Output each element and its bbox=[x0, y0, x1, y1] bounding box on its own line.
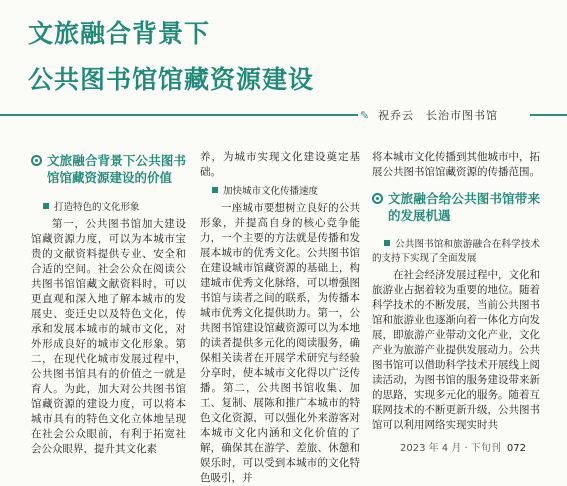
author: 祝乔云 长治市图书馆 bbox=[378, 109, 498, 122]
bullet-circle-icon bbox=[31, 155, 42, 166]
issue-date: 2023 年 4 月 · 下旬刊 bbox=[400, 443, 501, 454]
paragraph: 一座城市要想树立良好的公共形象，并提高自身的核心竞争能力，一个主要的方法就是传播和发展本城市的优秀文化。公共图书馆在建设城市馆藏资源的基础上，构建城市优秀文化脉络，可以增强图书馆与读者之间的联系，为传播本城市优秀文化提供助力。第一，公共图书馆建设馆藏资源可以为本地的读者提供多元化的阅读服务，确保相关读者在开展学术研究与经验分享时，使本城市文化得以广泛传播。第二，公共图书馆收集、加工、复制、展陈和推广本城市的特色文化资源，可以强化外来游客对本城市文化内涵和文化价值的了解，确保其在游学、差旅、休憩和娱乐时，可以受到本城市的文化特色吸引，并 bbox=[200, 202, 360, 484]
page-footer bbox=[400, 439, 526, 454]
page-number: 072 bbox=[506, 443, 526, 454]
column-2 bbox=[200, 150, 360, 486]
section-heading: 文旅融合背景下公共图书馆馆藏资源建设的价值 bbox=[31, 152, 186, 186]
byline-rule bbox=[0, 114, 358, 116]
column-3 bbox=[372, 150, 540, 433]
byline bbox=[0, 106, 567, 122]
byline-rule-right bbox=[530, 114, 567, 116]
square-bullet-icon bbox=[384, 240, 390, 246]
subheading: 打造特色的文化形象 bbox=[31, 200, 186, 215]
square-bullet-icon bbox=[212, 187, 218, 193]
article-title-line2: 公共图书馆馆藏资源建设 bbox=[28, 65, 315, 94]
bullet-circle-icon bbox=[372, 193, 383, 204]
pencil-icon: ✎ bbox=[360, 109, 370, 122]
column-1 bbox=[31, 150, 186, 457]
paragraph: 第一，公共图书馆加大建设馆藏资源力度，可以为本城市宝贵的文献资料提供专业、安全和合适的空间。社会公众在阅读公共图书馆馆藏文献资料时，可以更直观和深入地了解本城市的发展史、变迁史以及特色文化，传承和发展本城市的城市文化，对外形成良好的城市文化形象。第二，在现代化城市发展过程中，公共图书馆具有的价值之一就是育人。为此，加大对公共图书馆馆藏资源的建设力度，可以将本城市具有的特色文化立体地呈现在社会公众眼前，有利于拓宽社会公众眼界，提升其文化素 bbox=[31, 218, 186, 455]
paragraph: 将本城市文化传播到其他城市中，拓展公共图书馆馆藏资源的传播范围。 bbox=[372, 151, 540, 178]
article-title-line1: 文旅融合背景下 bbox=[28, 19, 211, 48]
subheading: 加快城市文化传播速度 bbox=[200, 184, 360, 199]
subheading: 公共图书馆和旅游融合在科学技术的支持下实现了全面发展 bbox=[372, 239, 540, 264]
paragraph: 养，为城市实现文化建设奠定基础。 bbox=[200, 151, 360, 178]
paragraph: 在社会经济发展过程中，文化和旅游业占据着较为重要的地位。随着科学技术的不断发展，当前公共图书馆和旅游业也逐渐向着一体化方向发展，即旅游产业带动文化产业，文化产业为旅游产业提供发展动力。公共图书馆可以借助科学技术开展线上阅读活动，为图书馆的服务建设带来新的思路，实现多元化的服务。随着互联网技术的不断更新升级，公共图书馆可以利用网络实现实时共 bbox=[372, 269, 540, 431]
section-heading: 文旅融合给公共图书馆带来的发展机遇 bbox=[372, 190, 540, 224]
square-bullet-icon bbox=[43, 203, 49, 209]
